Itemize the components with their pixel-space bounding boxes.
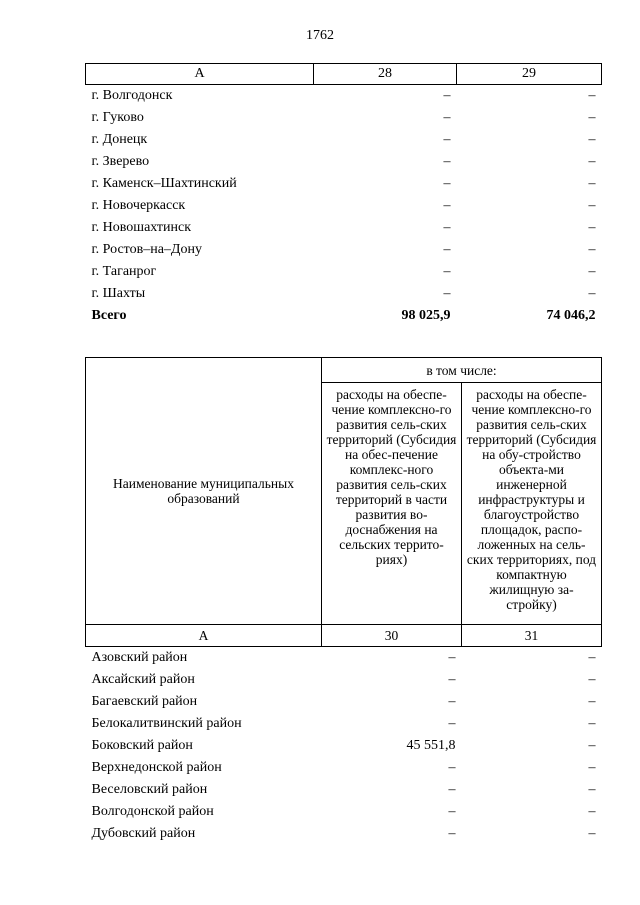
row-name: Белокалитвинский район	[91, 716, 242, 731]
table-row	[86, 691, 602, 713]
table-row	[86, 713, 602, 735]
row-value-28: –	[443, 110, 451, 125]
row-name: г. Шахты	[91, 286, 146, 301]
total-value-29: 74 046,2	[546, 308, 596, 323]
table-row	[86, 669, 602, 691]
table-row	[86, 779, 602, 801]
row-name: г. Волгодонск	[91, 88, 173, 103]
row-name: г. Зверево	[91, 154, 150, 169]
row-name: Аксайский район	[91, 672, 195, 687]
row-value-29: –	[588, 154, 596, 169]
row-name: Веселовский район	[91, 782, 208, 797]
table-row	[86, 195, 602, 217]
table2-index-a: А	[86, 625, 322, 647]
table1-header-29: 29	[457, 64, 602, 85]
row-value-28: –	[443, 198, 451, 213]
row-value-28: –	[443, 88, 451, 103]
table2-index-31: 31	[462, 625, 602, 647]
row-value-29: –	[588, 242, 596, 257]
row-value-28: –	[443, 242, 451, 257]
row-name: Верхнедонской район	[91, 760, 222, 775]
row-name: Багаевский район	[91, 694, 198, 709]
table-row	[86, 261, 602, 283]
row-value-31: –	[588, 650, 596, 665]
table-row	[86, 85, 602, 108]
row-name: г. Таганрог	[91, 264, 157, 279]
table2-index-30: 30	[322, 625, 462, 647]
table-row	[86, 801, 602, 823]
row-value-31: –	[588, 760, 596, 775]
row-value-28: –	[443, 132, 451, 147]
table-rural-districts	[85, 357, 602, 845]
row-value-30: –	[448, 672, 456, 687]
row-value-29: –	[588, 176, 596, 191]
row-value-28: –	[443, 264, 451, 279]
row-value-30: –	[448, 650, 456, 665]
row-value-30: 45 551,8	[406, 738, 456, 753]
table-row	[86, 129, 602, 151]
row-name: г. Гуково	[91, 110, 144, 125]
row-value-31: –	[588, 716, 596, 731]
table-row	[86, 647, 602, 670]
table1-header-a: А	[86, 64, 314, 85]
table-row	[86, 823, 602, 845]
total-value-28: 98 025,9	[401, 308, 451, 323]
row-value-29: –	[588, 88, 596, 103]
row-name: г. Новочеркасск	[91, 198, 186, 213]
row-value-28: –	[443, 176, 451, 191]
row-name: г. Донецк	[91, 132, 148, 147]
table-row	[86, 757, 602, 779]
table2-col30-description: расходы на обеспе-чение комплексно-го развития сель-ских территорий (Субсидия на обес-печение комплекс-ного развития сель-ских территорий в части развития во-доснабжения на сельских террито-риях)	[322, 383, 462, 625]
row-value-29: –	[588, 220, 596, 235]
table-row	[86, 217, 602, 239]
row-value-29: –	[588, 198, 596, 213]
row-name: г. Ростов–на–Дону	[91, 242, 202, 257]
row-value-31: –	[588, 826, 596, 841]
total-label: Всего	[91, 308, 127, 323]
table-row	[86, 151, 602, 173]
row-name: г. Каменск–Шахтинский	[91, 176, 237, 191]
row-value-29: –	[588, 264, 596, 279]
row-value-28: –	[443, 220, 451, 235]
row-value-30: –	[448, 804, 456, 819]
row-value-30: –	[448, 826, 456, 841]
row-value-29: –	[588, 132, 596, 147]
row-value-29: –	[588, 286, 596, 301]
table-row	[86, 107, 602, 129]
row-value-31: –	[588, 782, 596, 797]
row-name: Волгодонской район	[91, 804, 214, 819]
table2-group-header: в том числе:	[322, 358, 602, 383]
row-value-28: –	[443, 286, 451, 301]
table2-name-header: Наименование муниципальных образований	[86, 358, 322, 625]
row-value-30: –	[448, 782, 456, 797]
table-row	[86, 283, 602, 305]
row-value-30: –	[448, 760, 456, 775]
row-value-30: –	[448, 716, 456, 731]
table-row	[86, 173, 602, 195]
page-number: 1762	[306, 28, 334, 43]
row-value-31: –	[588, 738, 596, 753]
row-name: Боковский район	[91, 738, 193, 753]
row-name: Азовский район	[91, 650, 188, 665]
row-value-31: –	[588, 672, 596, 687]
row-value-31: –	[588, 694, 596, 709]
table-city-districts	[85, 63, 602, 327]
table-row	[86, 735, 602, 757]
row-value-30: –	[448, 694, 456, 709]
row-name: г. Новошахтинск	[91, 220, 192, 235]
table-row	[86, 239, 602, 261]
table1-header-row	[86, 64, 602, 85]
row-value-31: –	[588, 804, 596, 819]
total-row	[86, 305, 602, 327]
table2-col31-description: расходы на обеспе-чение комплексно-го развития сель-ских территорий (Субсидия на обу-стройство объекта-ми инженерной инфраструктуры и благоустройство площадок, распо-ложенных на сель-ских территориях, под компактную жилищную за-стройку)	[462, 383, 602, 625]
row-value-28: –	[443, 154, 451, 169]
row-value-29: –	[588, 110, 596, 125]
table1-header-28: 28	[314, 64, 457, 85]
row-name: Дубовский район	[91, 826, 196, 841]
